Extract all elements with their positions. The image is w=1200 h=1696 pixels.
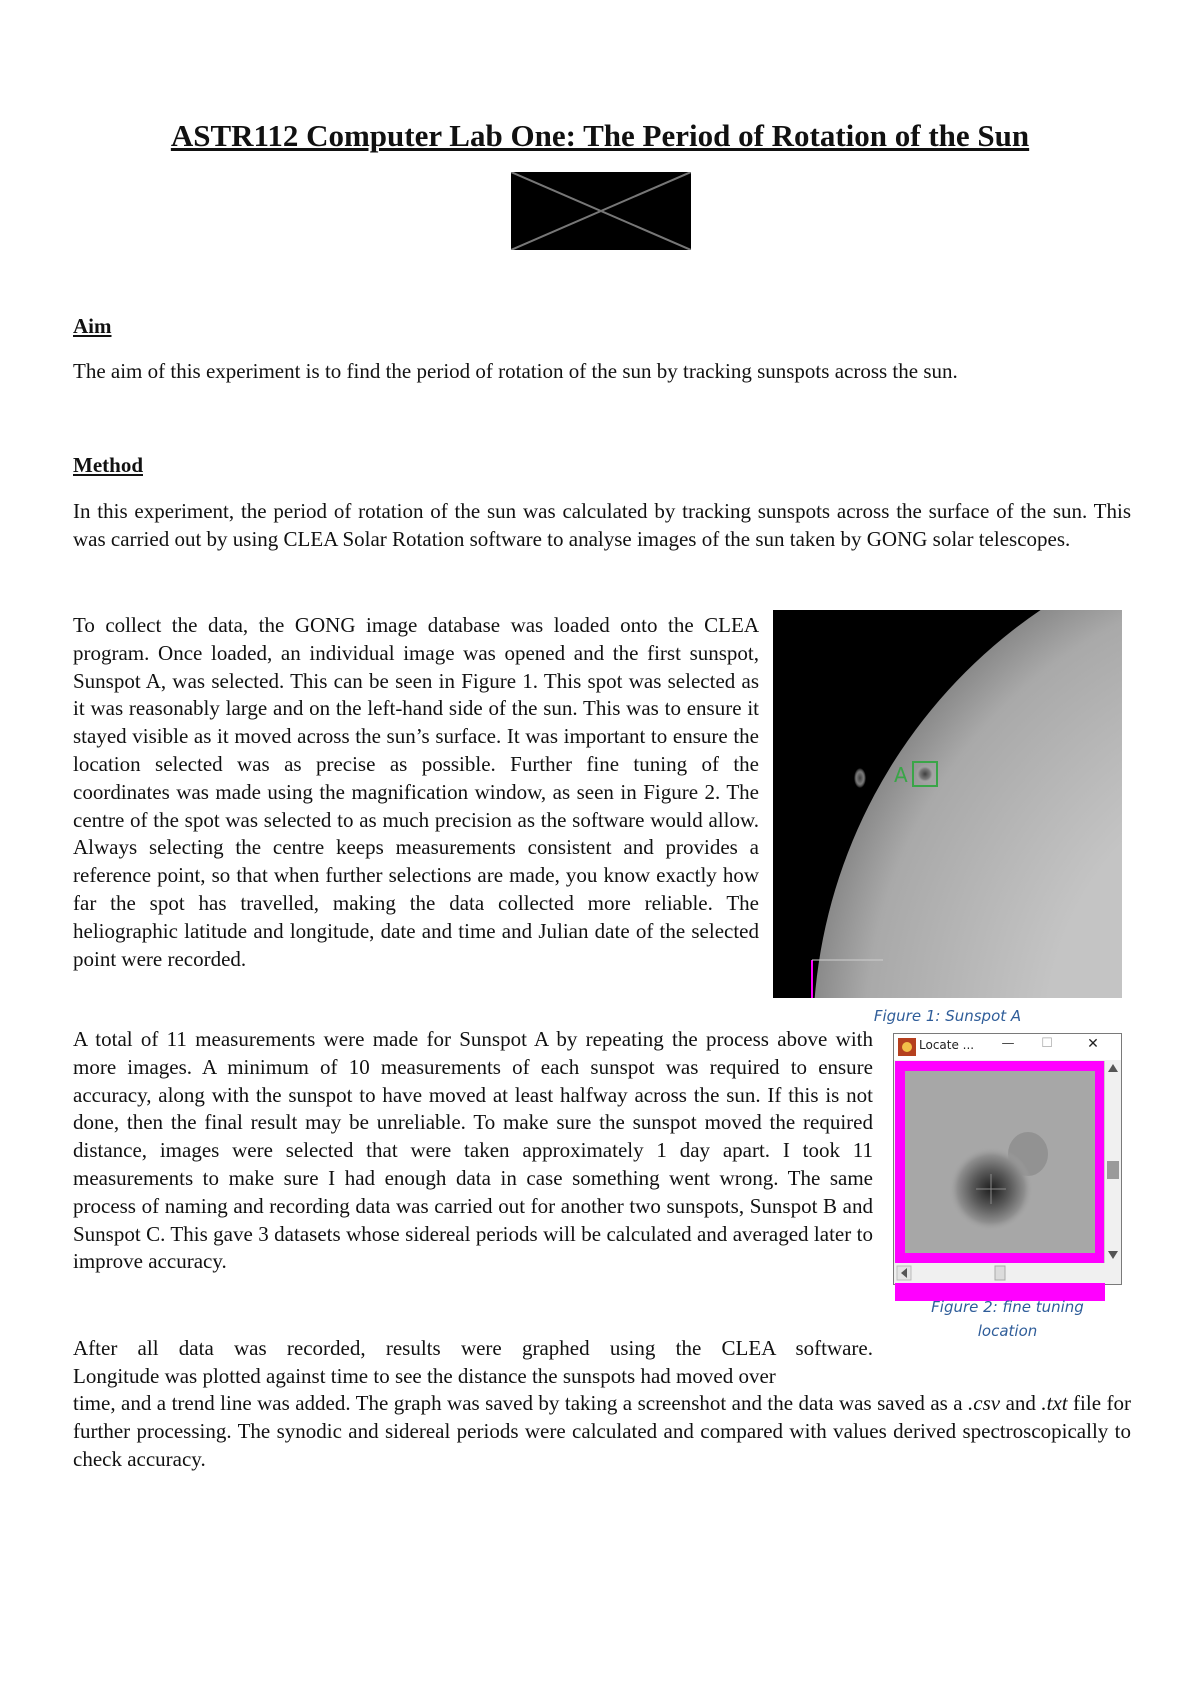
- sunspot-a: [916, 765, 934, 783]
- method-paragraph-4-line2: Longitude was plotted against time to see the distance the sunspots had moved over: [73, 1363, 776, 1388]
- p4-text-a: time, and a trend line was added. The graph was saved by taking a screenshot and the data was saved as a: [73, 1391, 969, 1415]
- scrollbar-thumb[interactable]: [1107, 1161, 1119, 1179]
- window-titlebar: [894, 1034, 1121, 1060]
- figure-2-caption: [893, 1295, 1122, 1343]
- sunspot-a-label: A: [894, 763, 908, 787]
- close-icon[interactable]: ✕: [1087, 1036, 1099, 1052]
- csv-extension: .csv: [968, 1391, 1001, 1415]
- sunspot-secondary: [854, 768, 866, 788]
- method-paragraph-1: In this experiment, the period of rotation of the sun was calculated by tracking sunspots across the surface of the sun. This was carried out by using CLEA Solar Rotation software to analyse images of the sun taken by GONG solar telescopes.: [73, 499, 1131, 551]
- method-paragraph-4-lead: [73, 1335, 873, 1391]
- figure-1-caption: Figure 1: Sunspot A: [873, 1007, 1022, 1025]
- minimize-icon[interactable]: —: [1001, 1036, 1015, 1051]
- p4-text-b: file for further processing. The synodic and sidereal periods were calculated and compared with values derived spectroscopically to check accuracy.: [73, 1391, 1131, 1471]
- method-paragraph-2: To collect the data, the GONG image database was loaded onto the CLEA program. Once loaded, an individual image was opened and the first sunspot, Sunspot A, was selected. This can be seen in Figure 1. This spot was selected as it was reasonably large and on the left-hand side of the sun. This was to ensure it stayed visible as it moved across the sun’s surface. It was important to ensure the location selected was as precise as possible. Further fine tuning of the coordinates was made using the magnification window, as seen in Figure 2. The centre of the spot was selected to as much precision as the software would allow. Always selecting the centre keeps measurements consistent and provides a reference point, so that when further selections are made, you know exactly how far the spot has travelled, making the data collected more reliable. The heliographic latitude and longitude, date and time and Julian date of the selected point were recorded.: [73, 613, 759, 971]
- magnified-view: [895, 1061, 1105, 1301]
- aim-heading: Aim: [73, 314, 112, 338]
- maximize-icon[interactable]: ☐: [1041, 1036, 1053, 1051]
- method-paragraph-3: A total of 11 measurements were made for Sunspot A by repeating the process above with more images. A minimum of 10 measurements of each sunspot was required to ensure accuracy, along with the sunspot to have moved at least halfway across the sun. If this is not done, then the final result may be unreliable. To make sure the sunspot moved the required distance, images were selected that were taken approximately 1 day apart. I took 11 measurements to make sure I had enough data in case something went wrong. The same process of naming and recording data was carried out for another two sunspots, Sunspot B and Sunspot C. This gave 3 datasets whose sidereal periods will be calculated and averaged later to improve accuracy.: [73, 1027, 873, 1274]
- broken-image-placeholder: [511, 172, 691, 250]
- p4-and: and: [1000, 1391, 1042, 1415]
- window-title: Locate ...: [919, 1038, 975, 1052]
- sunspot-image: [773, 610, 1122, 998]
- locate-window: [893, 1033, 1122, 1285]
- page-title: ASTR112 Computer Lab One: The Period of Rotation of the Sun: [170, 118, 1030, 153]
- figure-2-caption-line1: Figure 2: fine tuning: [931, 1298, 1084, 1316]
- method-heading: Method: [73, 453, 143, 477]
- txt-extension: .txt: [1041, 1391, 1068, 1415]
- method-paragraph-4-rest: [73, 1390, 1131, 1473]
- app-icon: [898, 1038, 916, 1056]
- vertical-scrollbar[interactable]: [1104, 1061, 1121, 1263]
- figure-2-caption-line2: location: [977, 1322, 1038, 1340]
- method-paragraph-4-line1: After all data was recorded, results were graphed using the CLEA software.: [73, 1336, 873, 1360]
- aim-text: The aim of this experiment is to find the period of rotation of the sun by tracking sunspots across the sun.: [73, 359, 958, 383]
